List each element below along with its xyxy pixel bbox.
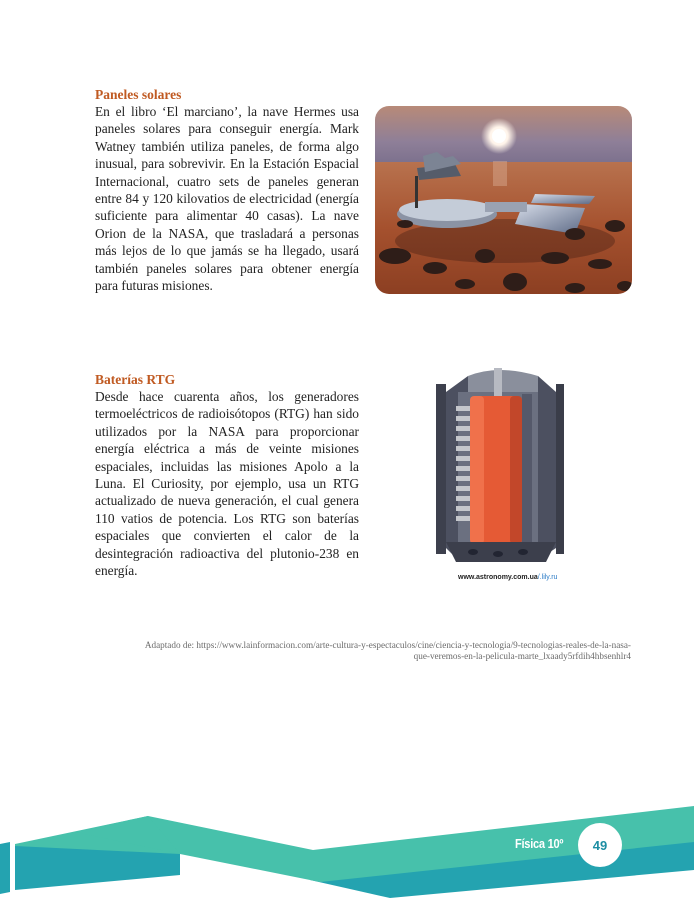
section-body: Desde hace cuarenta años, los generadores termoeléctricos de radioisótopos (RTG) han sido utilizados por la NASA para proporcionar energía eléctrica a más de veinte misiones espaciales, incluidas las misiones Apolo a la Luna. El Curiosity, por ejemplo, usa un RTG actualizado de nueva generación, el cual genera 110 vatios de potencia. Los RTG son baterías espaciales que convierten el calor de la desintegración radioactiva del plutonio-238 en energía.	[95, 389, 359, 579]
credit-line-1: Adaptado de: https://www.lainformacion.com/arte-cultura-y-espectaculos/cine/ciencia-y-tecnologia/9-tecnologias-reales-de-la-nasa-	[144, 640, 631, 650]
credit-line-2: que-veremos-en-la-pelicula-marte_lxaady5rfdih4hbsenhlr4	[413, 651, 631, 661]
section-baterias-rtg	[95, 371, 359, 579]
section-heading: Baterías RTG	[95, 372, 176, 387]
page-number: 49	[592, 837, 608, 853]
mars-lander-illustration	[375, 106, 632, 294]
subject-label: Física 10º	[515, 836, 564, 851]
section-heading: Paneles solares	[95, 87, 182, 102]
footer-left-stripe	[10, 840, 14, 892]
rtg-cutaway-image	[428, 362, 570, 582]
source-credit	[95, 640, 631, 662]
watermark-main: www.astronomy.com.ua	[458, 574, 538, 581]
footer-dark-band-edge	[0, 842, 10, 894]
watermark-extra: /.lily.ru	[537, 574, 558, 581]
rtg-illustration	[428, 362, 570, 572]
image-watermark	[458, 574, 557, 581]
section-body: En el libro ‘El marciano’, la nave Hermes usa paneles solares para conseguir energía. Mark Watney también utiliza paneles, de forma algo inusual, para sobrevivir. En la Estación Espacial Internacional, cuatro sets de paneles generan entre 84 y 120 kilovatios de electricidad (energía suficiente para alimentar 40 casas). La nave Orion de la NASA, que trasladará a personas más lejos de lo que jamás se ha llegado, usará también paneles solares para obtener energía para futuras misiones.	[95, 104, 359, 294]
mars-lander-image	[375, 106, 632, 294]
section-paneles-solares	[95, 86, 359, 294]
page-number-badge	[578, 823, 622, 867]
